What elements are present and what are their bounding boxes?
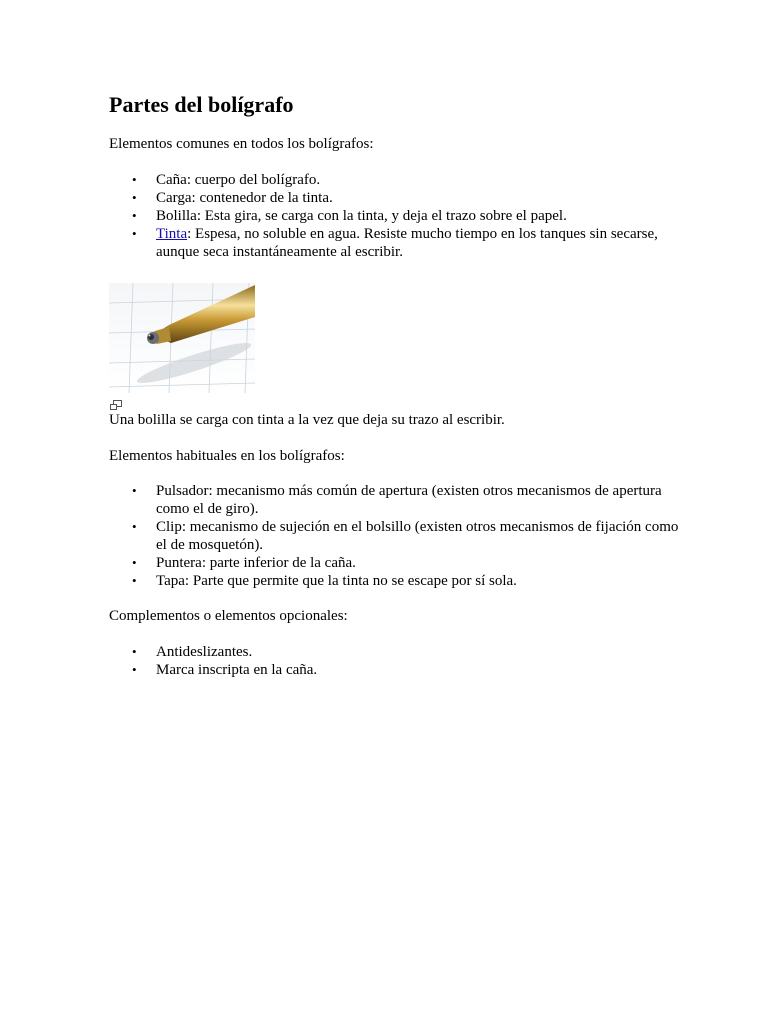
list-item: • Marca inscripta en la caña. (156, 661, 679, 679)
document-page (109, 92, 679, 679)
list-item: • Puntera: parte inferior de la caña. (156, 554, 679, 572)
list-item: • Caña: cuerpo del bolígrafo. (156, 171, 679, 189)
section2-list (109, 482, 679, 590)
enlarge-icon[interactable] (109, 399, 123, 411)
section3-list (109, 643, 679, 679)
list-item: • Clip: mecanismo de sujeción en el bolsillo (existen otros mecanismos de fijación como el de mosquetón). (156, 518, 679, 554)
page-title: Partes del bolígrafo (109, 92, 294, 117)
list-item: • Pulsador: mecanismo más común de apertura (existen otros mecanismos de apertura como el de giro). (156, 482, 679, 518)
section2-intro: Elementos habituales en los bolígrafos: (109, 448, 345, 464)
list-item: • Bolilla: Esta gira, se carga con la tinta, y deja el trazo sobre el papel. (156, 207, 679, 225)
image-caption: Una bolilla se carga con tinta a la vez que deja su trazo al escribir. (109, 412, 505, 428)
section3-intro: Complementos o elementos opcionales: (109, 608, 348, 624)
pen-tip-image[interactable] (109, 283, 255, 393)
section1-list (109, 171, 679, 261)
list-item-tinta (156, 225, 679, 261)
list-item: • Tapa: Parte que permite que la tinta no se escape por sí sola. (156, 572, 679, 590)
tinta-link[interactable]: Tinta (156, 226, 188, 242)
list-item: • Carga: contenedor de la tinta. (156, 189, 679, 207)
list-item: • Antideslizantes. (156, 643, 679, 661)
section1-intro: Elementos comunes en todos los bolígrafos: (109, 136, 374, 152)
tinta-description: : Espesa, no soluble en agua. Resiste mucho tiempo en los tanques sin secarse, aunque seca instantáneamente al escribir. (156, 226, 658, 260)
